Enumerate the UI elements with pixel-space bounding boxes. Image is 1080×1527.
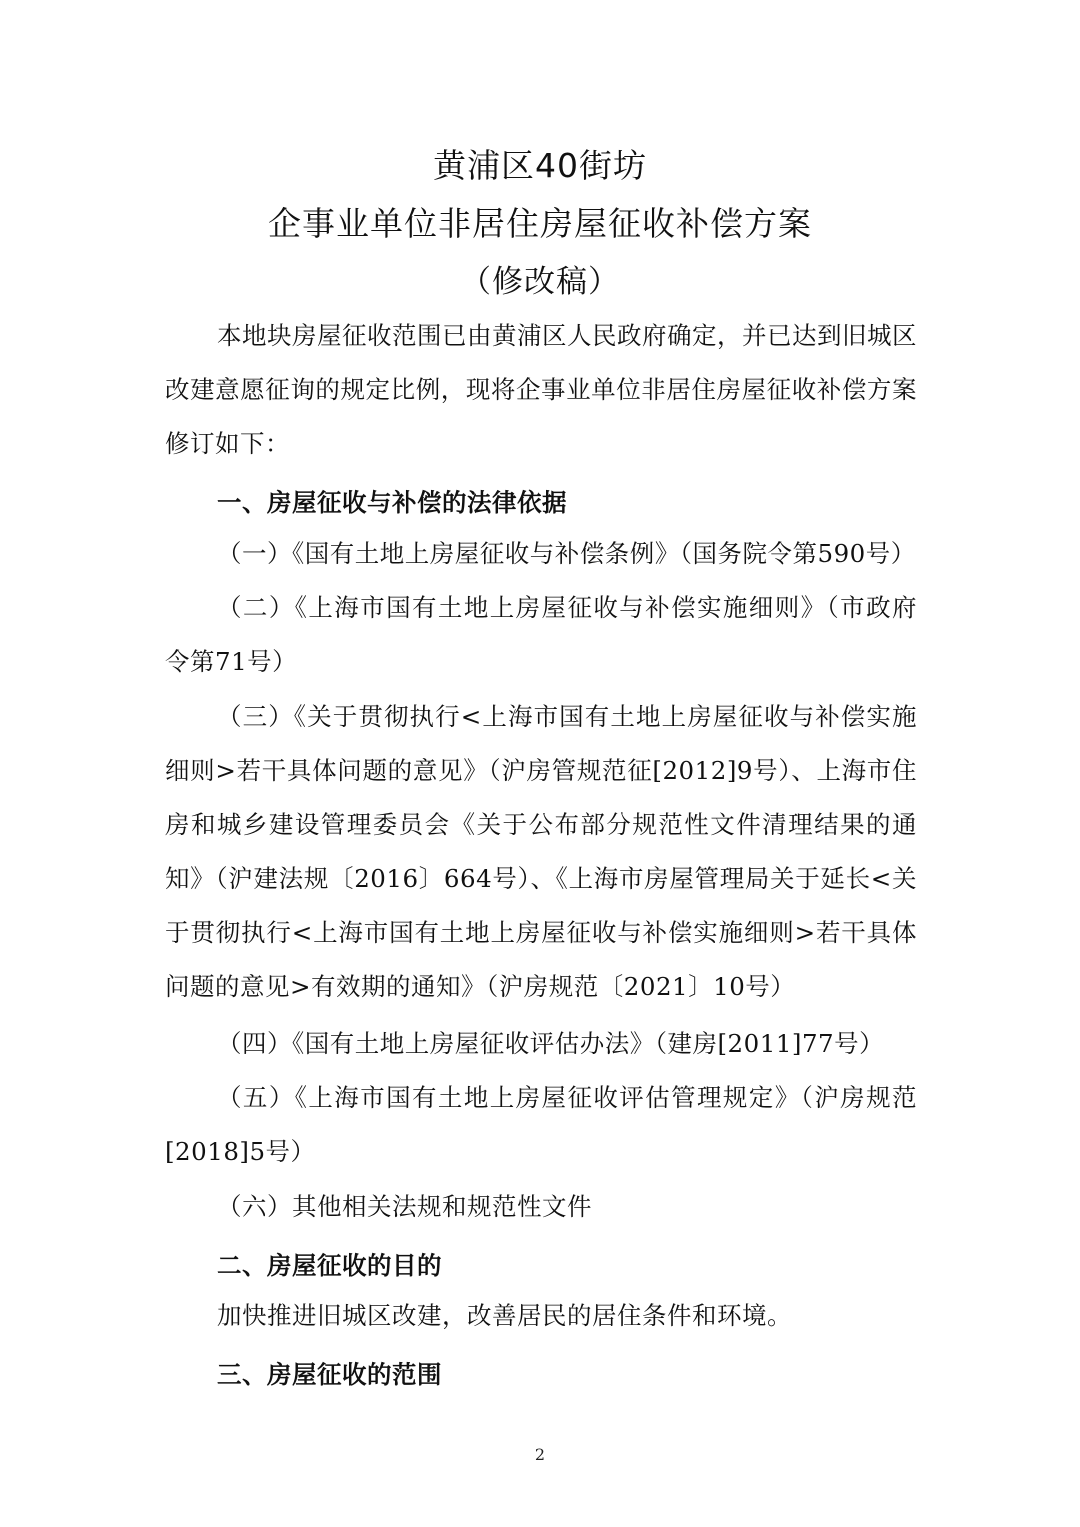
section-1-item-6: （六）其他相关法规和规范性文件: [217, 1192, 592, 1221]
section-1-item-2: （二）《上海市国有土地上房屋征收与补偿实施细则》（市政府令第71号）: [165, 593, 917, 676]
section-2-body: 加快推进旧城区改建，改善居民的居住条件和环境。: [217, 1301, 792, 1330]
section-1-item-5: （五）《上海市国有土地上房屋征收评估管理规定》（沪房规范[2018]5号）: [165, 1083, 917, 1166]
intro-paragraph: 本地块房屋征收范围已由黄浦区人民政府确定，并已达到旧城区改建意愿征询的规定比例，现将企事业单位非居住房屋征收补偿方案修订如下：: [165, 321, 917, 458]
section-1-item-4: （四）《国有土地上房屋征收评估办法》（建房[2011]77号）: [217, 1029, 885, 1058]
section-1-item-1: （一）《国有土地上房屋征收与补偿条例》（国务院令第590号）: [217, 539, 916, 568]
section-1-heading: 一、房屋征收与补偿的法律依据: [217, 488, 567, 517]
page-number: 2: [534, 1445, 546, 1464]
section-2-heading: 二、房屋征收的目的: [217, 1251, 442, 1280]
title-line-2: 企事业单位非居住房屋征收补偿方案: [268, 204, 812, 243]
section-3-heading: 三、房屋征收的范围: [217, 1360, 442, 1389]
section-1-item-3: （三）《关于贯彻执行<上海市国有土地上房屋征收与补偿实施细则>若干具体问题的意见》（沪房管规范征[2012]9号）、上海市住房和城乡建设管理委员会《关于公布部分规范性文件清理结果的通知》（沪建法规〔2016〕664号）、《上海市房屋管理局关于延长<关于贯彻执行<上海市国有土地上房屋征收与补偿实施细则>若干具体问题的意见>有效期的通知》（沪房规范〔2021〕10号）: [165, 702, 917, 1001]
title-line-1: 黄浦区40街坊: [433, 146, 647, 185]
title-line-3: （修改稿）: [460, 264, 620, 300]
